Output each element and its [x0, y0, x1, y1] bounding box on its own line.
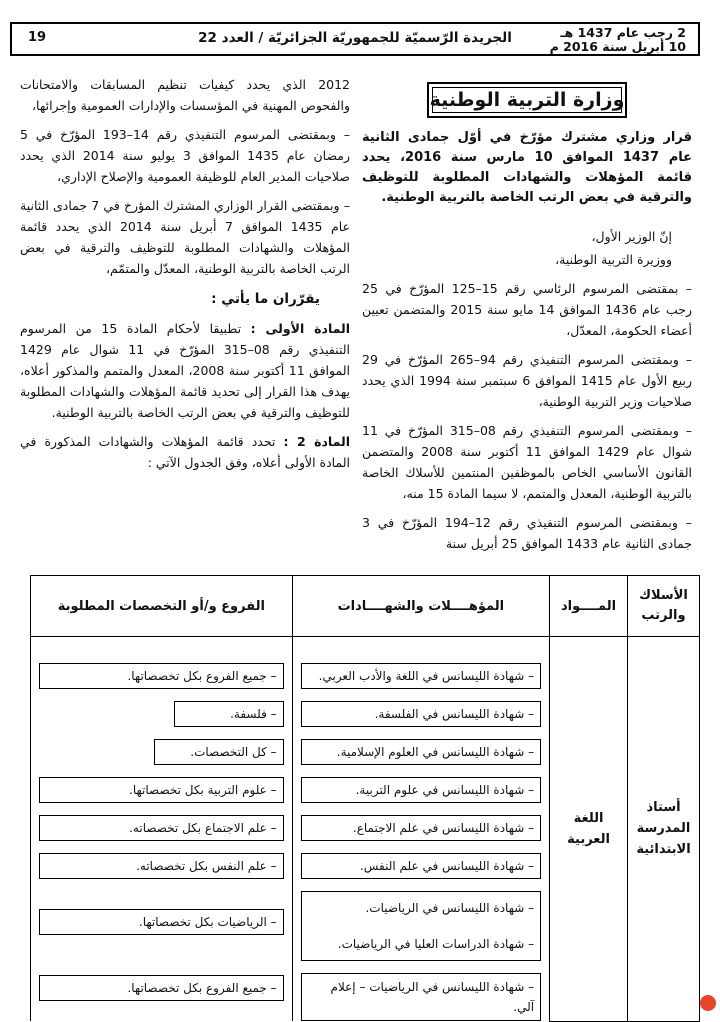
- gazette-page: [10, 22, 710, 1012]
- page-header: [10, 22, 700, 56]
- whereas-7: – وبمقتضى القرار الوزاري المشترك المؤرخ في 7 جمادى الثانية عام 1435 الموافق 7 أبريل سنة 2014 الذي يحدد قائمة المؤهلات والشهادات المطلوبة للتوظيف والترقية في بعض الرتب الخاصة بالتربية الوطنية، المعدّل والمتمّم،: [20, 198, 350, 276]
- ministry-title: وزارة التربية الوطنية: [427, 82, 627, 118]
- corner-dot: [700, 995, 716, 1011]
- whereas-4: – وبمقتضى المرسوم التنفيذي رقم 12–194 المؤرّخ في 3 جمادى الثانية عام 1433 الموافق 25 أبريل سنة: [362, 515, 692, 551]
- qualification-item: – شهادة الليسانس في الفلسفة.: [301, 701, 541, 727]
- branches-cell: [31, 637, 293, 1022]
- decree-heading: يقرّران ما يأتي :: [211, 291, 320, 307]
- branch-item: – جميع الفروع بكل تخصصاتها.: [39, 663, 284, 689]
- article-1: [20, 318, 350, 423]
- branch-item: – فلسفة.: [174, 701, 284, 727]
- qualification-item: – شهادة الليسانس في اللغة والأدب العربي.: [301, 663, 541, 689]
- article-2: [20, 431, 350, 473]
- branch-item: – جميع الفروع بكل تخصصاتها.: [39, 975, 284, 1001]
- hijri-date: 2 رجب عام 1437 هـ: [560, 25, 686, 40]
- header-subject: المــــواد: [550, 576, 628, 637]
- header-qualifications: المؤهــــلات والشهــــادات: [292, 576, 549, 637]
- article-2-text: تحدد قائمة المؤهلات والشهادات المذكورة في المادة الأولى أعلاه، وفق الجدول الآتي :: [20, 434, 350, 470]
- minister-line-1: إنّ الوزير الأول،: [591, 229, 672, 244]
- qualification-item: – شهادة الليسانس في الرياضيات – إعلام آلي.: [301, 973, 541, 1021]
- qualification-line: – شهادة الليسانس في الرياضيات.: [365, 901, 535, 915]
- branch-item: – علم الاجتماع بكل تخصصاته.: [39, 815, 284, 841]
- gazette-title: الجريدة الرّسميّة للجمهوريّة الجزائريّة / العدد 22: [198, 30, 512, 46]
- branch-item: – علوم التربية بكل تخصصاتها.: [39, 777, 284, 803]
- minister-line-2: ووزيرة التربية الوطنية،: [555, 252, 672, 267]
- whereas-5: 2012 الذي يحدد كيفيات تنظيم المسابقات والامتحانات والفحوص المهنية في المؤسسات والإدارات العمومية وإجرائها،: [20, 77, 350, 113]
- qualifications-table: [30, 575, 700, 1022]
- header-branches: الفروع و/أو التخصصات المطلوبة: [31, 576, 293, 637]
- header-corps: الأسلاك والرتب: [628, 576, 700, 637]
- qualification-item: [301, 891, 541, 961]
- gregorian-date: 10 أبريل سنة 2016 م: [549, 39, 686, 54]
- page-number: 19: [28, 30, 47, 45]
- whereas-3: – وبمقتضى المرسوم التنفيذي رقم 08–315 المؤرّخ في 11 شوال عام 1429 الموافق 11 أكتوبر سنة 2008 والمتضمن القانون الأساسي الخاص بالموظفين المنتمين للأسلاك الخاصة بالتربية الوطنية، المعدل والمتمم، لا سيما المادة 15 منه،: [362, 423, 692, 501]
- article-2-label: المادة 2 :: [283, 434, 350, 449]
- whereas-1: – بمقتضى المرسوم الرئاسي رقم 15–125 المؤرّخ في 25 رجب عام 1436 الموافق 14 مايو سنة 2015 والمتضمن تعيين أعضاء الحكومة، المعدّل،: [362, 281, 692, 338]
- branch-item: – علم النفس بكل تخصصاته.: [39, 853, 284, 879]
- branch-item: – كل التخصصات.: [154, 739, 284, 765]
- qualification-item: – شهادة الليسانس في علم النفس.: [301, 853, 541, 879]
- article-1-label: المادة الأولى :: [250, 321, 350, 336]
- subject-cell: اللغة العربية: [550, 637, 628, 1022]
- qualifications-cell: [292, 637, 549, 1022]
- qualification-line: – شهادة الدراسات العليا في الرياضيات.: [337, 937, 535, 951]
- whereas-6: – وبمقتضى المرسوم التنفيذي رقم 14–193 المؤرّخ في 5 رمضان عام 1435 الموافق 3 يوليو سنة 2014 الذي يحدد صلاحيات المدير العام للوظيفة العمومية والإصلاح الإداري،: [20, 127, 351, 184]
- table-header-row: [31, 576, 700, 637]
- decree-title: قرار وزاري مشترك مؤرّخ في أوّل جمادى الثانية عام 1437 الموافق 10 مارس سنة 2016، يحدد قائمة المؤهلات والشهادات المطلوبة للتوظيف والترقية في بعض الرتب الخاصة بالتربية الوطنية.: [362, 130, 692, 205]
- qualification-item: – شهادة الليسانس في علم الاجتماع.: [301, 815, 541, 841]
- corps-cell: أستاذ المدرسة الابتدائية: [628, 637, 700, 1022]
- table-body-row: [31, 637, 700, 1022]
- qualification-item: – شهادة الليسانس في علوم التربية.: [301, 777, 541, 803]
- whereas-2: – وبمقتضى المرسوم التنفيذي رقم 94–265 المؤرّخ في 29 ربيع الأول عام 1415 الموافق 6 سبتمبر سنة 1994 الذي يحدد صلاحيات وزير التربية الوطنية،: [362, 352, 693, 409]
- qualification-item: – شهادة الليسانس في العلوم الإسلامية.: [301, 739, 541, 765]
- article-1-text: تطبيقا لأحكام المادة 15 من المرسوم التنفيذي رقم 08–315 المؤرّخ في 11 شوال عام 1429 الموافق 11 أكتوبر سنة 2008، المعدل والمتمم والمذكور أعلاه، يهدف هذا القرار إلى تحديد قائمة المؤهلات والشهادات المطلوبة للتوظيف والترقية في بعض الرتب الخاصة بالتربية الوطنية.: [20, 321, 351, 420]
- right-column: [362, 82, 692, 562]
- left-column: [20, 74, 350, 481]
- branch-item: – الرياضيات بكل تخصصاتها.: [39, 909, 284, 935]
